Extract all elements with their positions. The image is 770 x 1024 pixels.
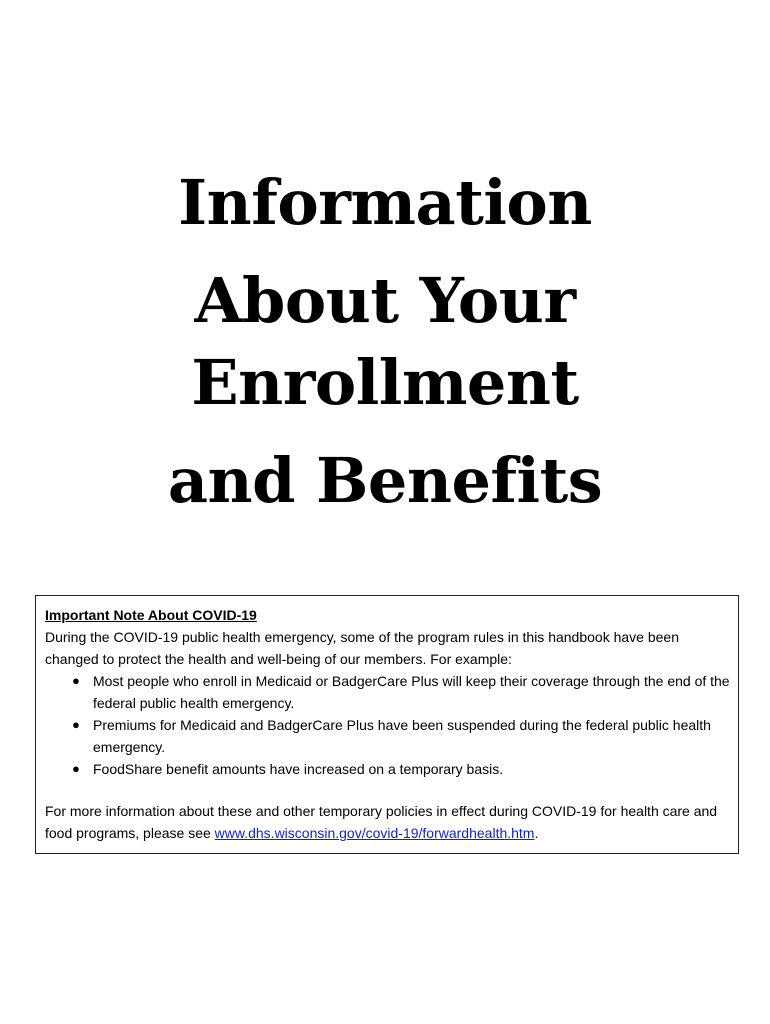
title-line-4: and Benefits xyxy=(167,444,603,517)
note-heading: Important Note About COVID-19 xyxy=(45,607,257,623)
bullet-text: Premiums for Medicaid and BadgerCare Plus have been suspended during the federal public health emergency. xyxy=(93,717,711,755)
note-intro: During the COVID-19 public health emergency, some of the program rules in this handbook have been changed to protect the health and well-being of our members. For example: xyxy=(45,629,679,667)
bullet-icon: ● xyxy=(72,673,80,688)
list-item xyxy=(72,758,730,780)
note-bullet-list xyxy=(45,670,730,780)
list-item xyxy=(72,714,730,758)
document-title xyxy=(0,168,770,516)
bullet-icon: ● xyxy=(72,717,80,732)
title-line-3: Enrollment xyxy=(191,346,579,419)
bullet-icon: ● xyxy=(72,761,80,776)
bullet-text: FoodShare benefit amounts have increased on a temporary basis. xyxy=(93,761,504,777)
bullet-text: Most people who enroll in Medicaid or BadgerCare Plus will keep their coverage through the end of the federal public health emergency. xyxy=(93,673,730,711)
dhs-covid-link[interactable]: www.dhs.wisconsin.gov/covid-19/forwardhealth.htm xyxy=(214,825,535,841)
covid-note-box xyxy=(35,595,739,854)
note-more-info xyxy=(45,800,730,844)
title-line-1: Information xyxy=(178,166,592,239)
more-info-text: For more information about these and other temporary policies in effect during COVID-19 for health care and food programs, please see xyxy=(45,803,718,841)
title-line-2: About Your xyxy=(194,264,576,337)
list-item xyxy=(72,670,730,714)
trailing-period: . xyxy=(534,825,539,841)
